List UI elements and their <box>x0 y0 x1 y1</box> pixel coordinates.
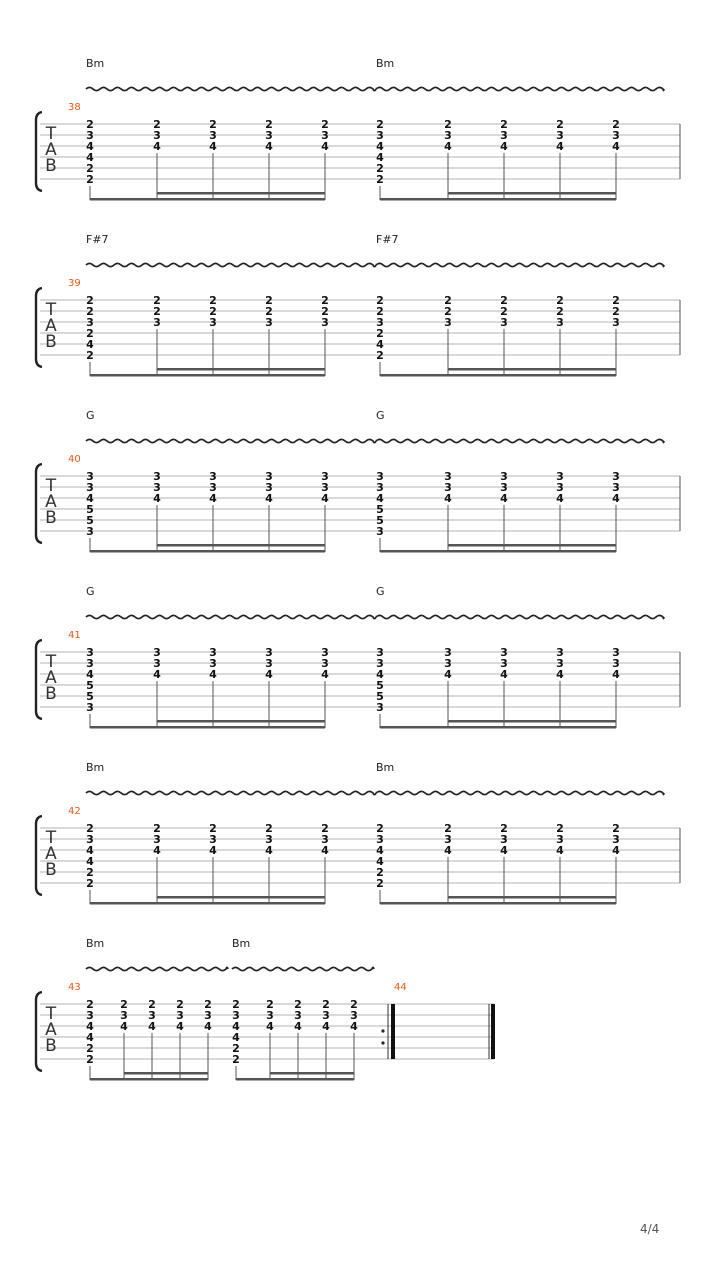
fret-number: 3 <box>86 646 94 659</box>
fret-number: 4 <box>376 668 384 681</box>
fret-number: 2 <box>376 349 384 362</box>
fret-number: 4 <box>176 1020 184 1033</box>
fret-number: 3 <box>321 481 329 494</box>
fret-number: 3 <box>120 1009 128 1022</box>
fret-number: 3 <box>376 481 384 494</box>
fret-number: 4 <box>321 668 329 681</box>
tab-clef-letter: T <box>45 300 57 320</box>
strum-wavy-line <box>376 791 664 794</box>
tab-clef-letter: A <box>45 668 57 688</box>
fret-number: 3 <box>209 657 217 670</box>
beam <box>448 192 616 195</box>
fret-number: 2 <box>176 998 184 1011</box>
fret-number: 2 <box>350 998 358 1011</box>
tab-clef-letter: T <box>45 476 57 496</box>
fret-number: 3 <box>86 470 94 483</box>
fret-number: 2 <box>232 1053 240 1066</box>
fret-number: 3 <box>500 833 508 846</box>
fret-number: 2 <box>376 877 384 890</box>
chord-name: G <box>86 585 95 598</box>
fret-number: 3 <box>612 481 620 494</box>
repeat-dot <box>381 1041 384 1044</box>
fret-number: 4 <box>376 492 384 505</box>
fret-number: 4 <box>86 668 94 681</box>
fret-number: 4 <box>86 1031 94 1044</box>
fret-number: 2 <box>209 294 217 307</box>
fret-number: 2 <box>321 305 329 318</box>
fret-number: 3 <box>153 833 161 846</box>
fret-number: 4 <box>204 1020 212 1033</box>
fret-number: 2 <box>86 1053 94 1066</box>
fret-number: 4 <box>444 492 452 505</box>
beam <box>157 368 325 371</box>
fret-number: 2 <box>209 305 217 318</box>
fret-number: 2 <box>86 162 94 175</box>
fret-number: 4 <box>444 668 452 681</box>
fret-number: 2 <box>444 822 452 835</box>
fret-number: 4 <box>265 844 273 857</box>
thick-barline <box>391 1004 395 1059</box>
fret-number: 2 <box>265 118 273 131</box>
fret-number: 3 <box>153 470 161 483</box>
chord-name: G <box>86 409 95 422</box>
fret-number: 2 <box>204 998 212 1011</box>
beam <box>90 550 325 553</box>
fret-number: 3 <box>350 1009 358 1022</box>
fret-number: 3 <box>209 470 217 483</box>
fret-number: 4 <box>153 492 161 505</box>
fret-number: 2 <box>444 118 452 131</box>
fret-number: 3 <box>444 129 452 142</box>
beam <box>380 374 616 377</box>
strum-wavy-line <box>86 87 376 90</box>
fret-number: 2 <box>556 305 564 318</box>
fret-number: 4 <box>612 668 620 681</box>
beam <box>90 374 325 377</box>
fret-number: 3 <box>556 470 564 483</box>
fret-number: 5 <box>376 679 384 692</box>
tab-clef-letter: A <box>45 140 57 160</box>
tab-clef-letter: T <box>45 652 57 672</box>
beam <box>157 896 325 899</box>
fret-number: 3 <box>153 657 161 670</box>
fret-number: 2 <box>86 294 94 307</box>
chord-name: Bm <box>376 761 395 774</box>
fret-number: 3 <box>265 316 273 329</box>
fret-number: 3 <box>612 833 620 846</box>
strum-wavy-line <box>86 791 376 794</box>
page-number: 4/4 <box>640 1222 660 1236</box>
beam <box>448 544 616 547</box>
fret-number: 4 <box>209 668 217 681</box>
fret-number: 4 <box>153 140 161 153</box>
strum-wavy-line <box>86 263 376 266</box>
fret-number: 4 <box>612 844 620 857</box>
fret-number: 2 <box>232 1042 240 1055</box>
fret-number: 3 <box>612 129 620 142</box>
fret-number: 4 <box>321 140 329 153</box>
fret-number: 3 <box>556 316 564 329</box>
fret-number: 4 <box>500 140 508 153</box>
fret-number: 2 <box>86 173 94 186</box>
fret-number: 2 <box>444 305 452 318</box>
fret-number: 2 <box>612 294 620 307</box>
chord-name: G <box>376 409 385 422</box>
fret-number: 3 <box>86 833 94 846</box>
strum-wavy-line <box>86 967 228 970</box>
fret-number: 4 <box>556 140 564 153</box>
fret-number: 2 <box>266 998 274 1011</box>
fret-number: 2 <box>86 349 94 362</box>
fret-number: 3 <box>265 129 273 142</box>
fret-number: 3 <box>500 316 508 329</box>
fret-number: 3 <box>265 833 273 846</box>
fret-number: 4 <box>376 140 384 153</box>
measure-number: 42 <box>68 806 81 817</box>
tab-clef-letter: B <box>45 332 57 352</box>
beam <box>380 726 616 729</box>
fret-number: 5 <box>86 503 94 516</box>
fret-number: 4 <box>444 140 452 153</box>
fret-number: 3 <box>612 470 620 483</box>
fret-number: 4 <box>321 844 329 857</box>
fret-number: 3 <box>265 470 273 483</box>
fret-number: 4 <box>209 844 217 857</box>
fret-number: 3 <box>444 646 452 659</box>
fret-number: 2 <box>153 294 161 307</box>
strum-wavy-line <box>376 439 664 442</box>
fret-number: 3 <box>86 129 94 142</box>
beam <box>448 368 616 371</box>
fret-number: 4 <box>232 1031 240 1044</box>
fret-number: 4 <box>265 140 273 153</box>
fret-number: 2 <box>500 118 508 131</box>
fret-number: 3 <box>556 657 564 670</box>
strum-wavy-line <box>376 263 664 266</box>
chord-name: G <box>376 585 385 598</box>
strum-wavy-line <box>376 87 664 90</box>
fret-number: 3 <box>376 525 384 538</box>
fret-number: 4 <box>209 492 217 505</box>
tab-clef-letter: A <box>45 492 57 512</box>
tab-clef-letter: A <box>45 844 57 864</box>
fret-number: 3 <box>500 657 508 670</box>
tab-clef-letter: B <box>45 156 57 176</box>
fret-number: 3 <box>376 657 384 670</box>
fret-number: 2 <box>376 294 384 307</box>
fret-number: 2 <box>376 327 384 340</box>
fret-number: 4 <box>376 844 384 857</box>
fret-number: 4 <box>322 1020 330 1033</box>
fret-number: 2 <box>86 998 94 1011</box>
beam <box>448 720 616 723</box>
fret-number: 4 <box>556 492 564 505</box>
fret-number: 2 <box>376 866 384 879</box>
fret-number: 4 <box>86 140 94 153</box>
fret-number: 2 <box>376 162 384 175</box>
fret-number: 2 <box>556 118 564 131</box>
fret-number: 4 <box>266 1020 274 1033</box>
final-barline <box>491 1004 495 1059</box>
beam <box>90 902 325 905</box>
fret-number: 4 <box>444 844 452 857</box>
fret-number: 2 <box>153 305 161 318</box>
fret-number: 2 <box>86 822 94 835</box>
fret-number: 3 <box>294 1009 302 1022</box>
fret-number: 2 <box>86 327 94 340</box>
fret-number: 3 <box>500 129 508 142</box>
fret-number: 3 <box>321 129 329 142</box>
fret-number: 4 <box>376 338 384 351</box>
fret-number: 4 <box>209 140 217 153</box>
fret-number: 3 <box>376 833 384 846</box>
fret-number: 2 <box>376 118 384 131</box>
fret-number: 3 <box>321 470 329 483</box>
fret-number: 4 <box>153 668 161 681</box>
fret-number: 2 <box>556 822 564 835</box>
fret-number: 3 <box>444 833 452 846</box>
fret-number: 3 <box>232 1009 240 1022</box>
fret-number: 2 <box>86 305 94 318</box>
chord-name: Bm <box>86 937 105 950</box>
fret-number: 3 <box>153 316 161 329</box>
strum-wavy-line <box>86 615 376 618</box>
fret-number: 2 <box>500 305 508 318</box>
fret-number: 2 <box>209 118 217 131</box>
beam <box>380 902 616 905</box>
fret-number: 2 <box>612 118 620 131</box>
measure-number: 40 <box>68 454 81 465</box>
measure-number: 39 <box>68 278 81 289</box>
beam <box>448 896 616 899</box>
fret-number: 2 <box>265 822 273 835</box>
fret-number: 3 <box>444 657 452 670</box>
fret-number: 4 <box>265 668 273 681</box>
fret-number: 2 <box>148 998 156 1011</box>
tab-clef-letter: B <box>45 684 57 704</box>
fret-number: 4 <box>232 1020 240 1033</box>
fret-number: 4 <box>556 844 564 857</box>
fret-number: 2 <box>86 1042 94 1055</box>
fret-number: 3 <box>376 470 384 483</box>
fret-number: 4 <box>86 151 94 164</box>
strum-wavy-line <box>376 615 664 618</box>
fret-number: 2 <box>294 998 302 1011</box>
fret-number: 3 <box>86 481 94 494</box>
fret-number: 3 <box>209 646 217 659</box>
fret-number: 2 <box>86 118 94 131</box>
chord-name: Bm <box>376 57 395 70</box>
fret-number: 4 <box>350 1020 358 1033</box>
fret-number: 2 <box>321 294 329 307</box>
fret-number: 4 <box>612 140 620 153</box>
fret-number: 2 <box>444 294 452 307</box>
measure-number: 44 <box>394 982 407 993</box>
fret-number: 3 <box>209 316 217 329</box>
fret-number: 2 <box>322 998 330 1011</box>
fret-number: 3 <box>376 316 384 329</box>
measure-number: 43 <box>68 982 81 993</box>
fret-number: 3 <box>153 481 161 494</box>
fret-number: 3 <box>612 657 620 670</box>
fret-number: 2 <box>376 173 384 186</box>
fret-number: 3 <box>209 129 217 142</box>
beam <box>236 1078 354 1081</box>
fret-number: 3 <box>265 481 273 494</box>
fret-number: 3 <box>209 481 217 494</box>
fret-number: 3 <box>86 525 94 538</box>
fret-number: 4 <box>265 492 273 505</box>
fret-number: 2 <box>321 822 329 835</box>
fret-number: 3 <box>556 129 564 142</box>
fret-number: 4 <box>500 492 508 505</box>
beam <box>380 198 616 201</box>
fret-number: 4 <box>612 492 620 505</box>
fret-number: 4 <box>321 492 329 505</box>
beam <box>124 1072 208 1075</box>
chord-name: Bm <box>232 937 251 950</box>
fret-number: 4 <box>86 855 94 868</box>
fret-number: 3 <box>612 316 620 329</box>
fret-number: 3 <box>376 701 384 714</box>
fret-number: 3 <box>265 657 273 670</box>
fret-number: 2 <box>612 822 620 835</box>
tab-clef-letter: B <box>45 860 57 880</box>
fret-number: 2 <box>556 294 564 307</box>
fret-number: 2 <box>321 118 329 131</box>
fret-number: 2 <box>232 998 240 1011</box>
fret-number: 4 <box>86 1020 94 1033</box>
tab-clef-letter: T <box>45 828 57 848</box>
fret-number: 2 <box>500 822 508 835</box>
fret-number: 4 <box>148 1020 156 1033</box>
fret-number: 3 <box>86 1009 94 1022</box>
strum-wavy-line <box>86 439 376 442</box>
beam <box>90 1078 208 1081</box>
tab-clef-letter: T <box>45 1004 57 1024</box>
fret-number: 2 <box>209 822 217 835</box>
fret-number: 4 <box>86 844 94 857</box>
fret-number: 4 <box>556 668 564 681</box>
beam <box>270 1072 354 1075</box>
fret-number: 3 <box>86 316 94 329</box>
chord-name: Bm <box>86 57 105 70</box>
fret-number: 4 <box>500 668 508 681</box>
chord-name: F#7 <box>376 233 399 246</box>
fret-number: 5 <box>376 503 384 516</box>
fret-number: 3 <box>266 1009 274 1022</box>
fret-number: 3 <box>86 701 94 714</box>
chord-name: F#7 <box>86 233 109 246</box>
fret-number: 4 <box>376 855 384 868</box>
fret-number: 2 <box>376 822 384 835</box>
fret-number: 3 <box>444 481 452 494</box>
fret-number: 3 <box>321 833 329 846</box>
beam <box>90 198 325 201</box>
strum-wavy-line <box>232 967 374 970</box>
fret-number: 5 <box>86 679 94 692</box>
fret-number: 2 <box>265 294 273 307</box>
chord-name: Bm <box>86 761 105 774</box>
repeat-dot <box>381 1029 384 1032</box>
fret-number: 5 <box>376 690 384 703</box>
beam <box>157 192 325 195</box>
fret-number: 3 <box>612 646 620 659</box>
fret-number: 3 <box>209 833 217 846</box>
beam <box>157 544 325 547</box>
fret-number: 3 <box>321 316 329 329</box>
beam <box>380 550 616 553</box>
fret-number: 5 <box>86 514 94 527</box>
fret-number: 3 <box>500 646 508 659</box>
fret-number: 4 <box>153 844 161 857</box>
beam <box>157 720 325 723</box>
fret-number: 3 <box>444 470 452 483</box>
fret-number: 2 <box>86 877 94 890</box>
fret-number: 3 <box>444 316 452 329</box>
fret-number: 3 <box>556 833 564 846</box>
fret-number: 3 <box>376 129 384 142</box>
fret-number: 4 <box>294 1020 302 1033</box>
tab-clef-letter: A <box>45 316 57 336</box>
fret-number: 3 <box>176 1009 184 1022</box>
fret-number: 3 <box>556 481 564 494</box>
tab-clef-letter: T <box>45 124 57 144</box>
fret-number: 2 <box>612 305 620 318</box>
fret-number: 2 <box>153 822 161 835</box>
fret-number: 4 <box>120 1020 128 1033</box>
fret-number: 3 <box>321 646 329 659</box>
fret-number: 4 <box>376 151 384 164</box>
fret-number: 3 <box>500 470 508 483</box>
fret-number: 2 <box>500 294 508 307</box>
measure-number: 38 <box>68 102 81 113</box>
fret-number: 4 <box>86 338 94 351</box>
fret-number: 3 <box>556 646 564 659</box>
fret-number: 2 <box>265 305 273 318</box>
fret-number: 3 <box>322 1009 330 1022</box>
tab-clef-letter: B <box>45 508 57 528</box>
beam <box>90 726 325 729</box>
fret-number: 2 <box>376 305 384 318</box>
fret-number: 3 <box>148 1009 156 1022</box>
measure-number: 41 <box>68 630 81 641</box>
fret-number: 3 <box>153 129 161 142</box>
fret-number: 3 <box>376 646 384 659</box>
fret-number: 3 <box>86 657 94 670</box>
fret-number: 3 <box>204 1009 212 1022</box>
tab-clef-letter: A <box>45 1020 57 1040</box>
fret-number: 5 <box>376 514 384 527</box>
fret-number: 3 <box>321 657 329 670</box>
fret-number: 4 <box>500 844 508 857</box>
fret-number: 2 <box>153 118 161 131</box>
fret-number: 3 <box>500 481 508 494</box>
fret-number: 3 <box>153 646 161 659</box>
tab-clef-letter: B <box>45 1036 57 1056</box>
fret-number: 2 <box>120 998 128 1011</box>
fret-number: 5 <box>86 690 94 703</box>
fret-number: 2 <box>86 866 94 879</box>
fret-number: 4 <box>86 492 94 505</box>
fret-number: 3 <box>265 646 273 659</box>
